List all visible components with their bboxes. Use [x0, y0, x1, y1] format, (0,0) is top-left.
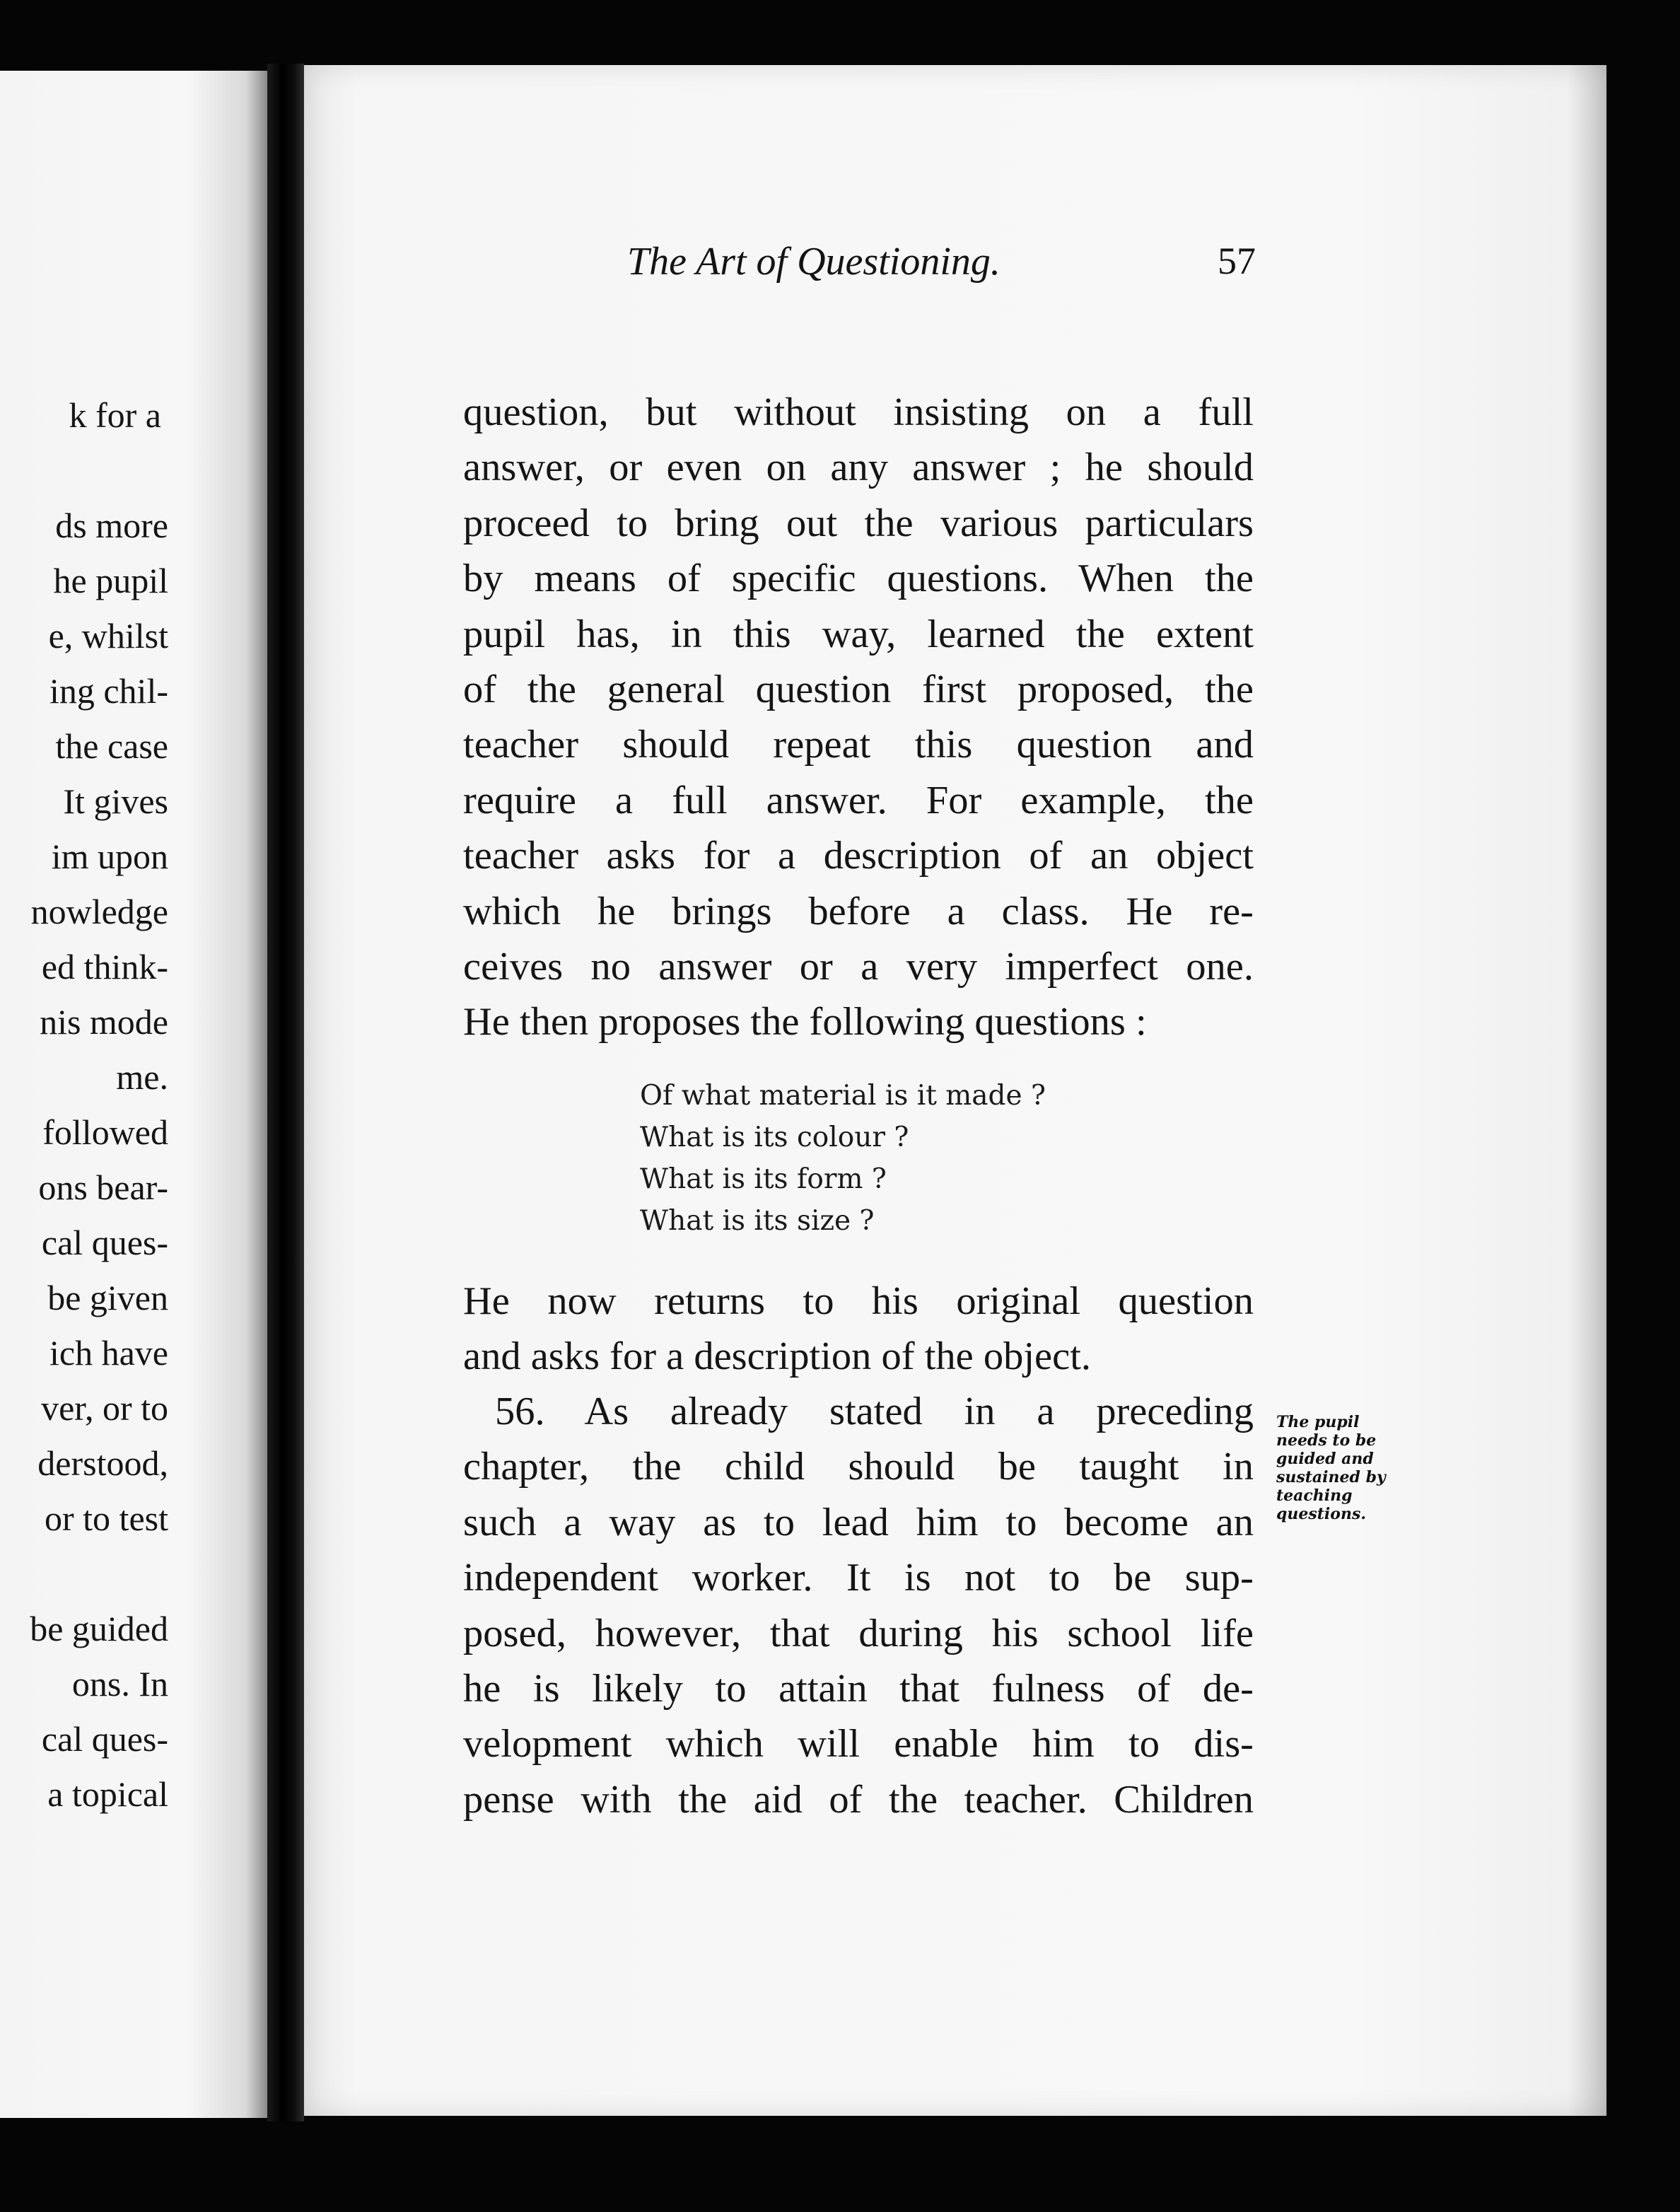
left-page-line: ons bear-: [38, 1168, 168, 1207]
body-line: independent worker. It is not to be sup-: [463, 1556, 1254, 1600]
body-line: such a way as to lead him to become an: [463, 1501, 1254, 1544]
scan-border-bottom: [0, 2121, 1680, 2212]
body-line: proceed to bring out the various particulars: [463, 501, 1254, 545]
margin-note-line: teaching: [1276, 1486, 1353, 1505]
left-page-line: derstood,: [37, 1443, 168, 1483]
left-page-line: nowledge: [30, 892, 168, 931]
left-page-line: a topical: [47, 1774, 168, 1814]
body-line: require a full answer. For example, the: [463, 779, 1254, 822]
left-page-line: ds more: [55, 506, 168, 545]
left-page-line: be guided: [30, 1609, 168, 1648]
body-line: of the general question first proposed, the: [463, 668, 1254, 711]
margin-note-line: guided and: [1276, 1450, 1374, 1468]
body-line: He now returns to his original question: [463, 1279, 1254, 1323]
body-line: by means of specific questions. When the: [463, 557, 1254, 600]
left-page-line: he pupil: [53, 561, 168, 600]
left-page-line: ver, or to: [41, 1388, 168, 1428]
body-line: question, but without insisting on a full: [463, 390, 1254, 434]
margin-note-line: needs to be: [1276, 1431, 1377, 1450]
left-page-line: ich have: [49, 1333, 168, 1373]
body-line: answer, or even on any answer ; he should: [463, 446, 1254, 489]
running-head: [318, 239, 1256, 296]
question-line: Of what material is it made ?: [640, 1080, 1046, 1112]
body-line: ceives no answer or a very imperfect one.: [463, 945, 1254, 989]
left-page-line: It gives: [63, 781, 168, 821]
left-page-line: me.: [116, 1057, 168, 1097]
body-line: He then proposes the following questions :: [463, 1000, 1147, 1044]
body-line: posed, however, that during his school life: [463, 1612, 1254, 1655]
question-line: What is its size ?: [640, 1205, 875, 1237]
left-page-line: ing chil-: [49, 671, 168, 711]
left-page-line: the case: [55, 726, 168, 766]
left-page-line: im upon: [51, 837, 168, 876]
question-line: What is its colour ?: [640, 1122, 909, 1153]
body-line: pupil has, in this way, learned the extent: [463, 612, 1254, 656]
left-page-line: be given: [47, 1278, 168, 1317]
book-gutter: [267, 64, 304, 2136]
previous-page-fragment: [0, 71, 267, 2118]
body-line: chapter, the child should be taught in: [463, 1445, 1254, 1489]
running-head-title: The Art of Questioning.: [627, 240, 1001, 284]
left-page-line: e, whilst: [48, 616, 168, 656]
body-line: and asks for a description of the object.: [463, 1334, 1092, 1378]
body-line: teacher should repeat this question and: [463, 723, 1254, 767]
left-page-line: nis mode: [40, 1002, 168, 1042]
body-line: 56. As already stated in a preceding: [495, 1390, 1254, 1433]
left-page-line: cal ques-: [41, 1719, 168, 1759]
margin-note-line: questions.: [1276, 1505, 1366, 1523]
left-page-line: ons. In: [71, 1664, 168, 1704]
left-page-line: cal ques-: [41, 1223, 168, 1262]
body-line: he is likely to attain that fulness of de-: [463, 1667, 1254, 1711]
left-page-line: k for a: [69, 395, 161, 435]
margin-note-line: The pupil: [1276, 1413, 1360, 1431]
left-page-line: or to test: [45, 1498, 168, 1538]
left-page-line: ed think-: [41, 947, 168, 986]
body-line: pense with the aid of the teacher. Children: [463, 1778, 1254, 1822]
body-line: which he brings before a class. He re-: [463, 890, 1254, 933]
left-page-line: followed: [42, 1112, 168, 1152]
body-line: teacher asks for a description of an object: [463, 834, 1254, 878]
body-line: velopment which will enable him to dis-: [463, 1722, 1254, 1766]
page-number: 57: [1218, 240, 1256, 282]
question-line: What is its form ?: [640, 1163, 887, 1195]
margin-note-line: sustained by: [1276, 1468, 1386, 1486]
